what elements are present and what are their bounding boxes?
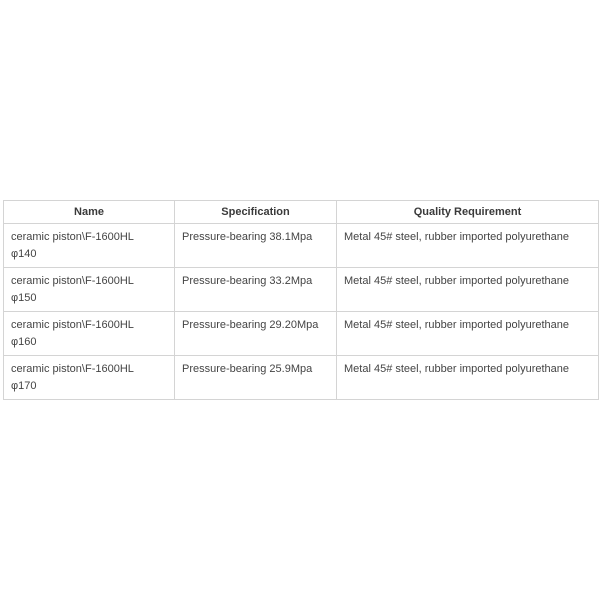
spec-table xyxy=(3,200,599,400)
column-header-specification: Specification xyxy=(175,201,337,224)
cell-specification: Pressure-bearing 29.20Mpa xyxy=(175,312,337,356)
cell-quality-requirement: Metal 45# steel, rubber imported polyurethane xyxy=(337,356,599,400)
cell-specification: Pressure-bearing 33.2Mpa xyxy=(175,268,337,312)
cell-quality-requirement: Metal 45# steel, rubber imported polyurethane xyxy=(337,312,599,356)
cell-specification: Pressure-bearing 25.9Mpa xyxy=(175,356,337,400)
table-header-row xyxy=(4,201,599,224)
cell-quality-requirement: Metal 45# steel, rubber imported polyurethane xyxy=(337,224,599,268)
column-header-name: Name xyxy=(4,201,175,224)
cell-name: ceramic piston\F-1600HL φ150 xyxy=(4,268,175,312)
cell-quality-requirement: Metal 45# steel, rubber imported polyurethane xyxy=(337,268,599,312)
cell-name: ceramic piston\F-1600HL φ160 xyxy=(4,312,175,356)
table-row xyxy=(4,312,599,356)
spec-table-container xyxy=(3,200,598,400)
cell-specification: Pressure-bearing 38.1Mpa xyxy=(175,224,337,268)
table-row xyxy=(4,224,599,268)
table-row xyxy=(4,356,599,400)
table-row xyxy=(4,268,599,312)
cell-name: ceramic piston\F-1600HL φ140 xyxy=(4,224,175,268)
column-header-quality-requirement: Quality Requirement xyxy=(337,201,599,224)
cell-name: ceramic piston\F-1600HL φ170 xyxy=(4,356,175,400)
